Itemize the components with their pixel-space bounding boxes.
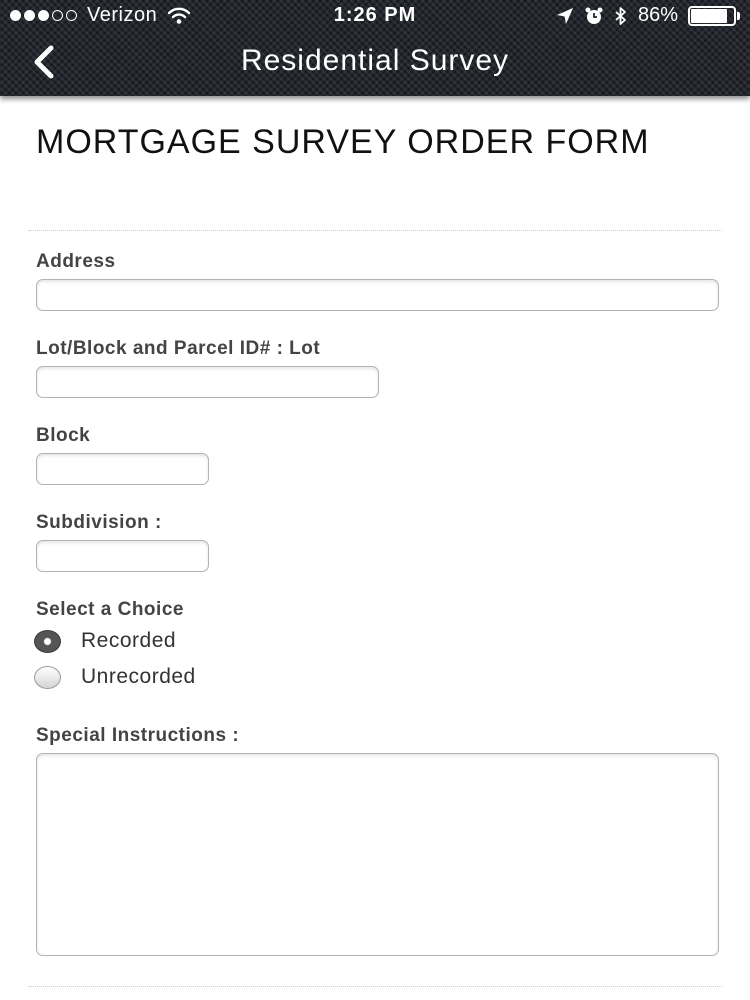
battery-percent: 86% [637, 4, 678, 26]
carrier-name: Verizon [87, 4, 158, 26]
lot-input[interactable] [36, 366, 379, 398]
bluetooth-icon [614, 6, 628, 26]
navigation-bar [0, 32, 750, 96]
location-arrow-icon [556, 7, 574, 25]
alarm-clock-icon [584, 6, 604, 26]
battery-icon [688, 6, 740, 26]
radio-button-recorded[interactable] [34, 630, 61, 653]
lot-label: Lot/Block and Parcel ID# : Lot [36, 338, 321, 359]
choice-label: Select a Choice [36, 599, 184, 620]
radio-option-recorded[interactable] [34, 629, 176, 653]
block-label: Block [36, 425, 91, 446]
special-instructions-textarea[interactable] [36, 753, 719, 956]
radio-button-unrecorded[interactable] [34, 666, 61, 689]
radio-label-recorded: Recorded [81, 629, 177, 652]
special-instructions-label: Special Instructions : [36, 725, 240, 746]
bottom-divider [28, 986, 722, 987]
title-divider [28, 230, 722, 231]
nav-title: Residential Survey [240, 44, 510, 77]
status-bar [0, 0, 750, 32]
form-content [0, 96, 750, 1000]
radio-option-unrecorded[interactable] [34, 665, 196, 689]
subdivision-input[interactable] [36, 540, 209, 572]
address-input[interactable] [36, 279, 719, 311]
subdivision-label: Subdivision : [36, 512, 162, 533]
form-title: MORTGAGE SURVEY ORDER FORM [36, 123, 650, 161]
top-bar [0, 0, 750, 96]
status-bar-right [556, 4, 740, 27]
block-input[interactable] [36, 453, 209, 485]
status-time: 1:26 PM [333, 4, 417, 26]
address-label: Address [36, 251, 116, 272]
radio-label-unrecorded: Unrecorded [81, 665, 196, 688]
